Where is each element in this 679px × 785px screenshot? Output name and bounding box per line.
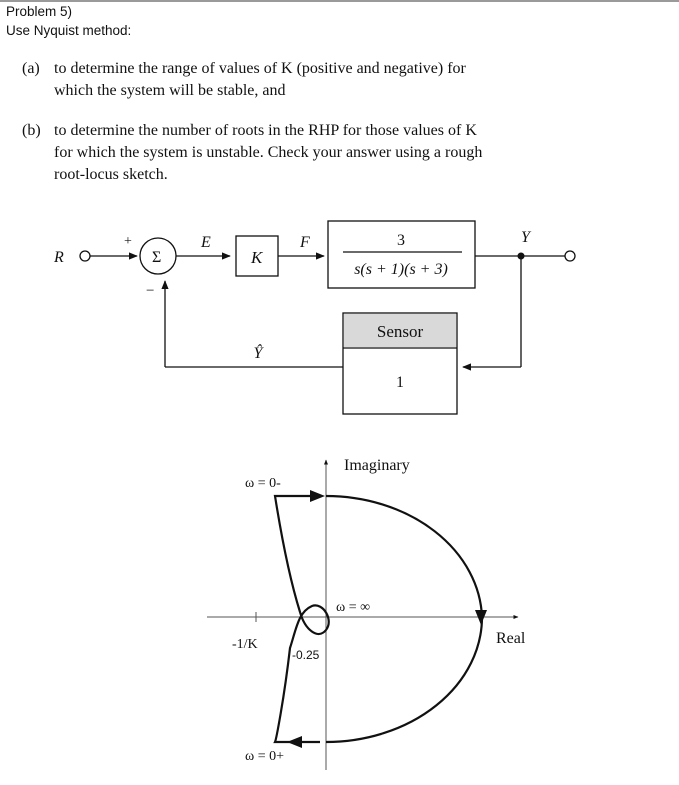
arrow-omega-zero-minus (310, 490, 325, 502)
imaginary-axis-label: Imaginary (344, 457, 410, 474)
problem-number: Problem 5) (6, 4, 73, 19)
part-a-line-1: to determine the range of values of K (positive and negative) for (54, 60, 466, 77)
part-b-line-1: to determine the number of roots in the RHP for those values of K (54, 122, 477, 139)
error-label: E (201, 234, 211, 251)
crossing-value-label: -0.25 (292, 648, 320, 662)
part-a-line-2: which the system will be stable, and (54, 82, 286, 99)
gain-label: K (251, 248, 263, 267)
infinite-semicircle (326, 496, 482, 742)
estimate-label: Ŷ (253, 345, 263, 362)
omega-zero-minus-label: ω = 0- (245, 476, 281, 491)
output-terminal (565, 251, 575, 261)
omega-infinity-label: ω = ∞ (336, 600, 371, 615)
part-b-line-2: for which the system is unstable. Check your answer using a rough (54, 144, 483, 161)
input-label: R (54, 249, 64, 266)
real-axis-label: Real (496, 630, 526, 647)
sigma-symbol: Σ (152, 249, 162, 266)
method-instruction: Use Nyquist method: (6, 23, 132, 38)
sensor-label: Sensor (376, 322, 424, 341)
pickoff-point (518, 253, 525, 260)
nyquist-curve (275, 496, 329, 742)
f-label: F (300, 234, 310, 251)
arrow-omega-zero-plus (287, 736, 302, 748)
omega-zero-plus-label: ω = 0+ (245, 749, 285, 764)
plus-sign: + (124, 234, 132, 249)
output-label: Y (521, 229, 530, 246)
minus-one-over-k-label: -1/K (232, 637, 258, 652)
input-terminal (80, 251, 90, 261)
minus-sign: − (146, 283, 155, 299)
part-b-line-3: root-locus sketch. (54, 166, 168, 183)
sensor-gain: 1 (396, 374, 404, 391)
part-b-label: (b) (22, 122, 41, 139)
tf-numerator: 3 (397, 232, 405, 249)
tf-denominator: s(s + 1)(s + 3) (354, 261, 448, 278)
nyquist-plot (207, 457, 526, 770)
part-a-label: (a) (22, 60, 40, 77)
